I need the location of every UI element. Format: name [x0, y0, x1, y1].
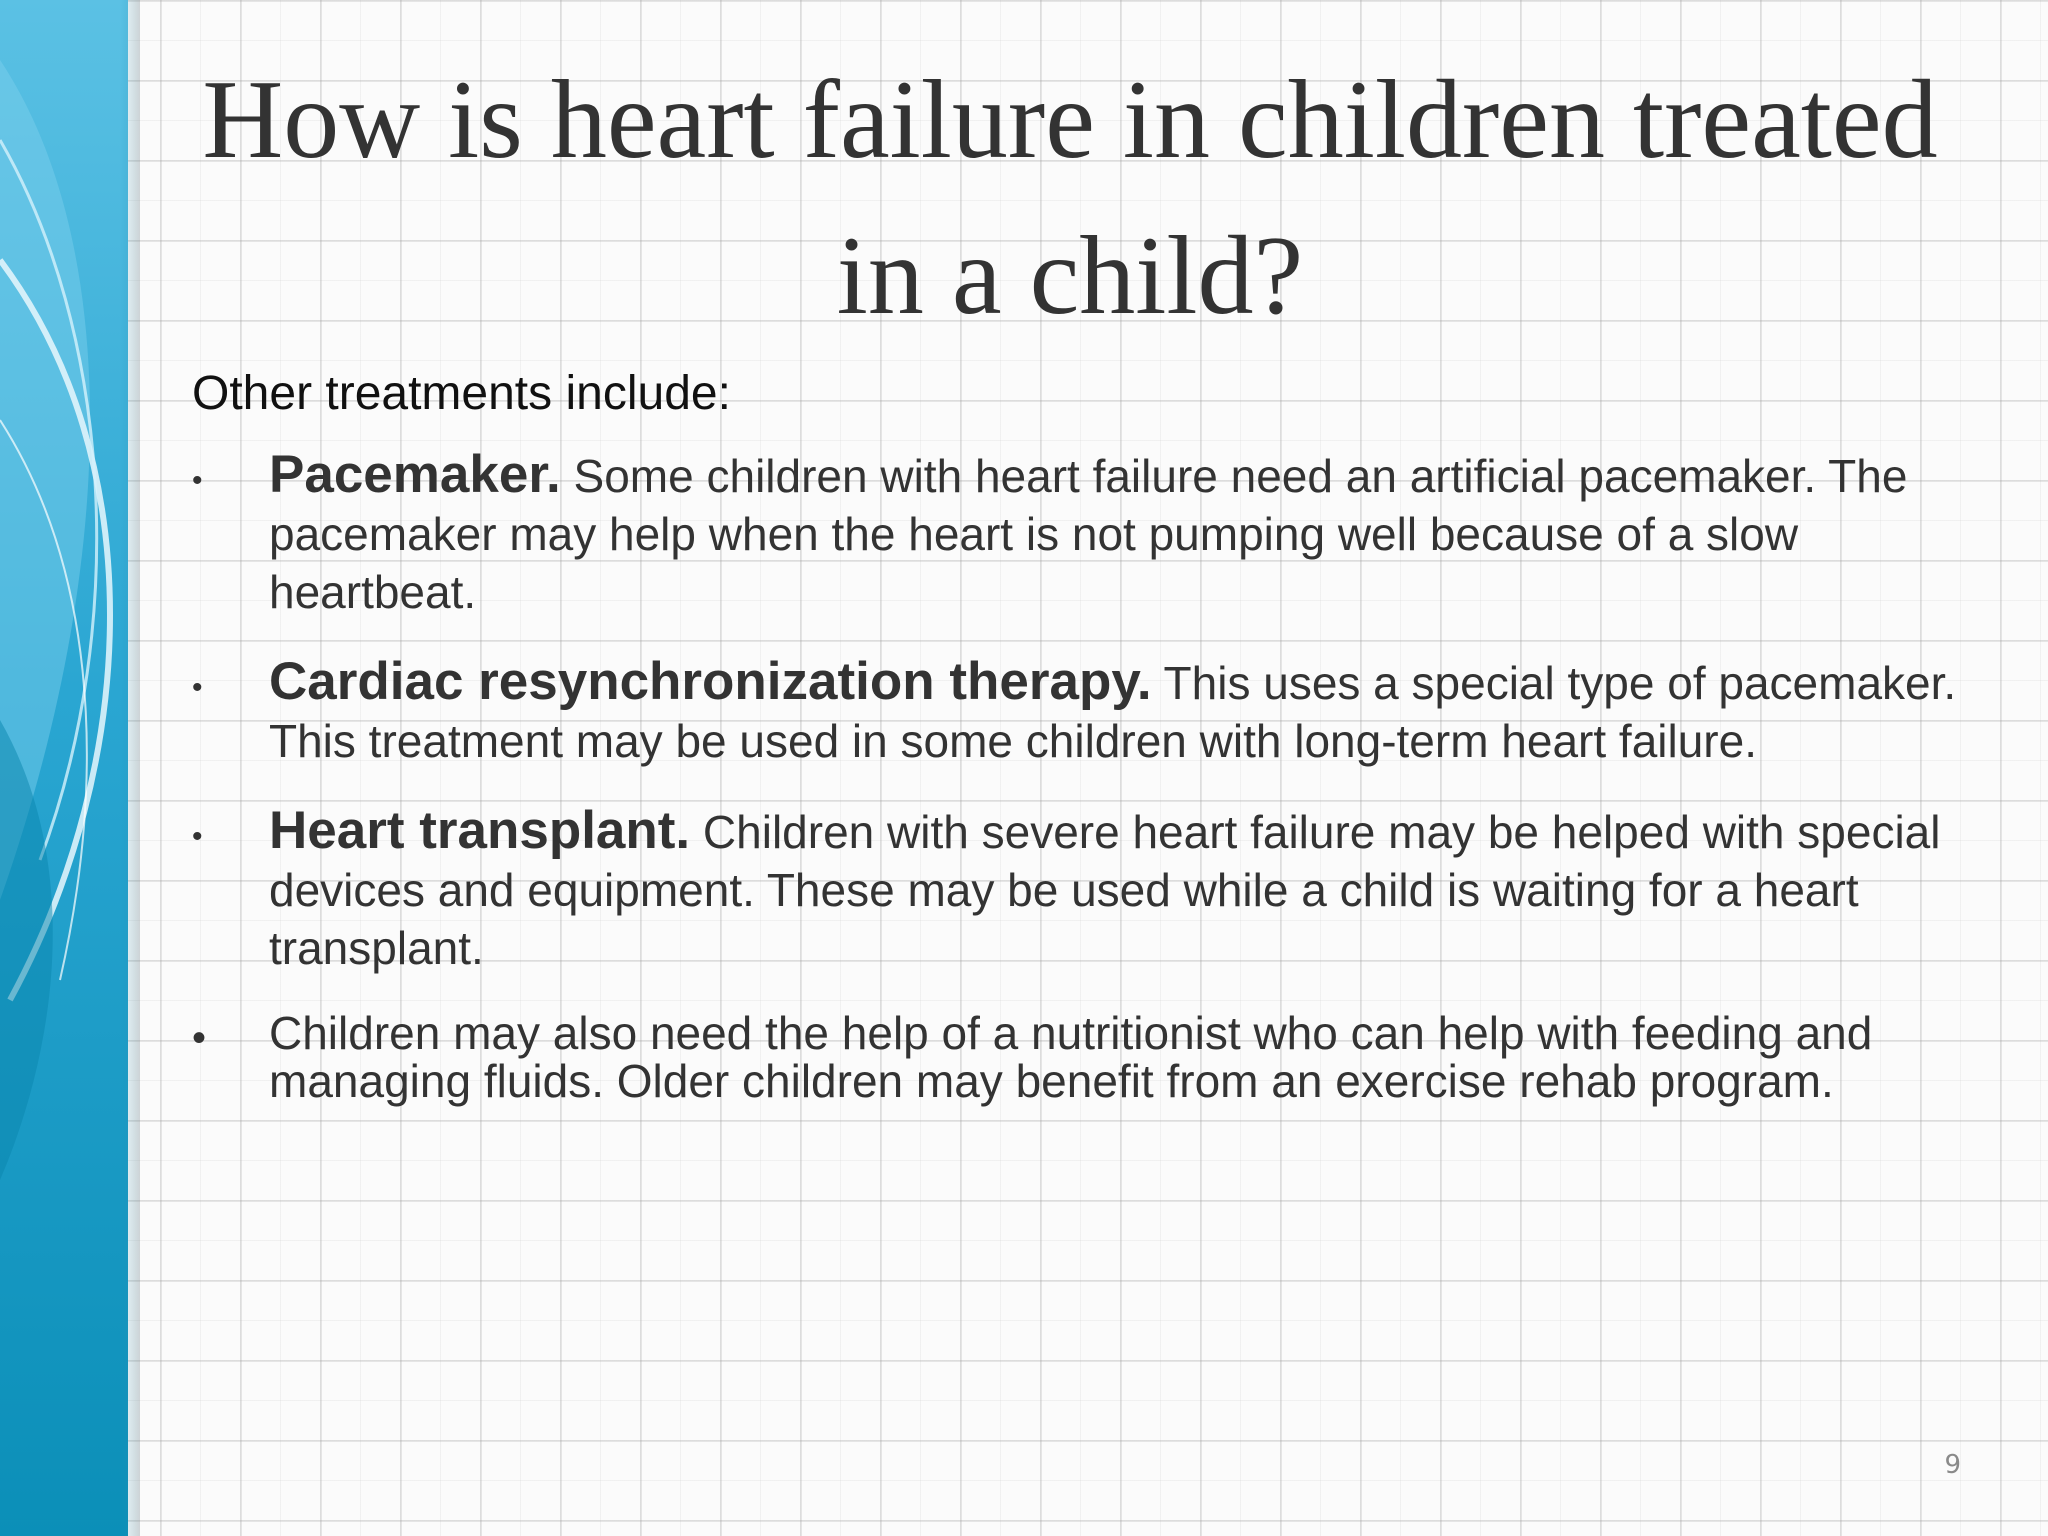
bullet-dot-icon: •: [192, 1016, 207, 1060]
bullet-term: Heart transplant.: [269, 801, 691, 860]
bullet-dot-icon: •: [192, 671, 203, 704]
blue-swoosh-graphic: [0, 0, 140, 1536]
decorative-side-band: [0, 0, 140, 1536]
bullet-term: Cardiac resynchronization therapy.: [269, 652, 1152, 711]
bullet-dot-icon: •: [192, 820, 203, 853]
bullet-nutritionist: [192, 1009, 1992, 1105]
bullet-text: Some children with heart failure need an artificial pacemaker. The pacemaker may help when the heart is not pumping well because of a slow heartbeat.: [269, 450, 1908, 618]
treatment-list: [192, 446, 1992, 1105]
bullet-heart-transplant: [192, 802, 1992, 977]
slide-body: [192, 364, 1992, 1137]
bullet-pacemaker: [192, 446, 1992, 621]
bullet-term: Pacemaker.: [269, 445, 561, 504]
slide-title: How is heart failure in children treated in a child?: [202, 58, 1938, 338]
bullet-text: Children may also need the help of a nutritionist who can help with feeding and managing fluids. Older children may benefit from an exercise rehab program.: [269, 1007, 1873, 1107]
bullet-dot-icon: •: [192, 464, 203, 497]
bullet-cardiac-resynchronization: [192, 653, 1992, 770]
bullet-text: Children with severe heart failure may be helped with special devices and equipment. These may be used while a child is waiting for a heart transplant.: [269, 806, 1941, 974]
page-number: 9: [1944, 1450, 1961, 1480]
intro-text: Other treatments include:: [192, 367, 731, 420]
bullet-text: This uses a special type of pacemaker. This treatment may be used in some children with long-term heart failure.: [269, 657, 1957, 767]
